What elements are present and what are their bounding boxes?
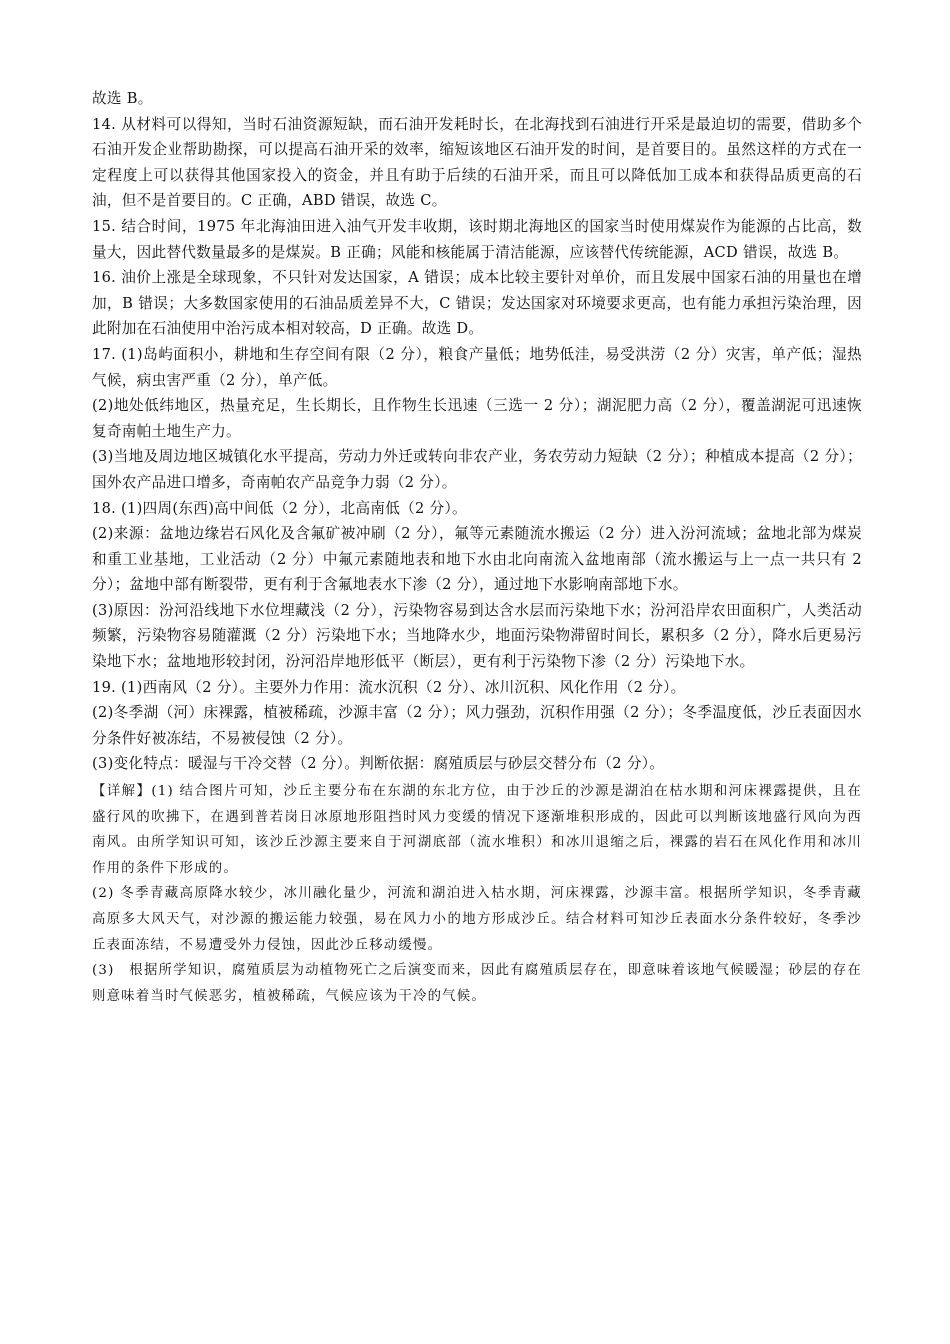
answer-18-part1: 18. (1)四周(东西)高中间低（2 分），北高南低（2 分）。 [92, 499, 467, 517]
answer-15: 15. 结合时间，1975 年北海油田进入油气开发丰收期，该时期北海地区的国家当时使用煤炭作为能源的占比高，数量大，因此替代数量最多的是煤炭。B 正确；风能和核能属于清洁能源，应该替代传统能源，ACD 错误，故选 B。 [92, 217, 862, 261]
answer-19-part3: (3)变化特点：暖湿与干冷交替（2 分）。判断依据：腐殖质层与砂层交替分布（2 分）。 [92, 755, 665, 773]
detail-part3: (3) 根据所学知识，腐殖质层为动植物死亡之后演变而来，因此有腐殖质层存在，即意味着该地气候暖湿；砂层的存在则意味着当时气候恶劣，植被稀疏，气候应该为干冷的气候。 [92, 963, 862, 1004]
answer-18-part2: (2)来源：盆地边缘岩石风化及含氟矿被冲刷（2 分），氟等元素随流水搬运（2 分）进入汾河流域；盆地北部为煤炭和重工业基地，工业活动（2 分）中氟元素随地表和地下水由北向南流入盆地南部（流水搬运与上一点一共只有 2 分）；盆地中部有断裂带，更有利于含氟地表水下渗（2 分），通过地下水影响南部地下水。 [92, 525, 862, 594]
answer-17-part3: (3)当地及周边地区城镇化水平提高，劳动力外迁或转向非农产业，务农劳动力短缺（2 分）；种植成本提高（2 分）；国外农产品进口增多，奇南帕农产品竞争力弱（2 分）。 [92, 448, 862, 491]
detail-part2: (2) 冬季青藏高原降水较少，冰川融化量少，河流和湖泊进入枯水期，河床裸露，沙源丰富。根据所学知识，冬季青藏高原多大风天气，对沙源的搬运能力较强，易在风力小的地方形成沙丘。结合材料可知沙丘表面水分条件较好，冬季沙丘表面冻结，不易遭受外力侵蚀，因此沙丘移动缓慢。 [92, 886, 862, 953]
answer-13-tail: 故选 B。 [92, 90, 153, 107]
answer-19-part1: 19. (1)西南风（2 分）。主要外力作用：流水沉积（2 分）、冰川沉积、风化作用（2 分）。 [92, 678, 686, 696]
answer-14: 14. 从材料可以得知，当时石油资源短缺，而石油开发耗时长，在北海找到石油进行开采是最迫切的需要，借助多个石油开发企业帮助勘探，可以提高石油开采的效率，缩短该地区石油开发的时间，是首要目的。虽然这样的方式在一定程度上可以获得其他国家投入的资金，并且有助于后续的石油开采，而且可以降低加工成本和获得品质更高的石油，但不是首要目的。C 正确，ABD 错误，故选 C。 [92, 115, 862, 210]
answer-document [92, 86, 862, 1009]
answer-16: 16. 油价上涨是全球现象，不只针对发达国家，A 错误；成本比较主要针对单价，而且发展中国家石油的用量也在增加，B 错误；大多数国家使用的石油品质差异不大，C 错误；发达国家对环境要求更高，也有能力承担污染治理，因此附加在石油使用中治污成本相对较高，D 正确。故选 D。 [92, 269, 862, 338]
answer-17-part2: (2)地处低纬地区，热量充足，生长期长，且作物生长迅速（三选一 2 分）；湖泥肥力高（2 分），覆盖湖泥可迅速恢复奇南帕土地生产力。 [92, 397, 862, 440]
answer-19-part2: (2)冬季湖（河）床裸露，植被稀疏，沙源丰富（2 分）；风力强劲，沉积作用强（2 分）；冬季温度低，沙丘表面因水分条件好被冻结，不易被侵蚀（2 分）。 [92, 704, 862, 747]
answer-18-part3: (3)原因：汾河沿线地下水位埋藏浅（2 分），污染物容易到达含水层而污染地下水；汾河沿岸农田面积广，人类活动频繁，污染物容易随灌溉（2 分）污染地下水；当地降水少，地面污染物滞留时间长，累积多（2 分），降水后更易污染地下水；盆地地形较封闭，汾河沿岸地形低平（断层），更有利于污染物下渗（2 分）污染地下水。 [92, 601, 862, 671]
answer-17-part1: 17. (1)岛屿面积小，耕地和生存空间有限（2 分），粮食产量低；地势低洼，易受洪涝（2 分）灾害，单产低；湿热气候，病虫害严重（2 分），单产低。 [92, 345, 862, 389]
detail-part1: 【详解】(1) 结合图片可知，沙丘主要分布在东湖的东北方位，由于沙丘的沙源是湖泊在枯水期和河床裸露提供，且在盛行风的吹拂下，在遇到普若岗日冰原地形阻挡时风力变缓的情况下逐渐堆积形成的，因此可以判断该地盛行风向为西南风。由所学知识可知，该沙丘沙源主要来自于河湖底部（流水堆积）和冰川退缩之后，裸露的岩石在风化作用和冰川作用的条件下形成的。 [92, 784, 862, 876]
detail-explanation [92, 779, 862, 1009]
